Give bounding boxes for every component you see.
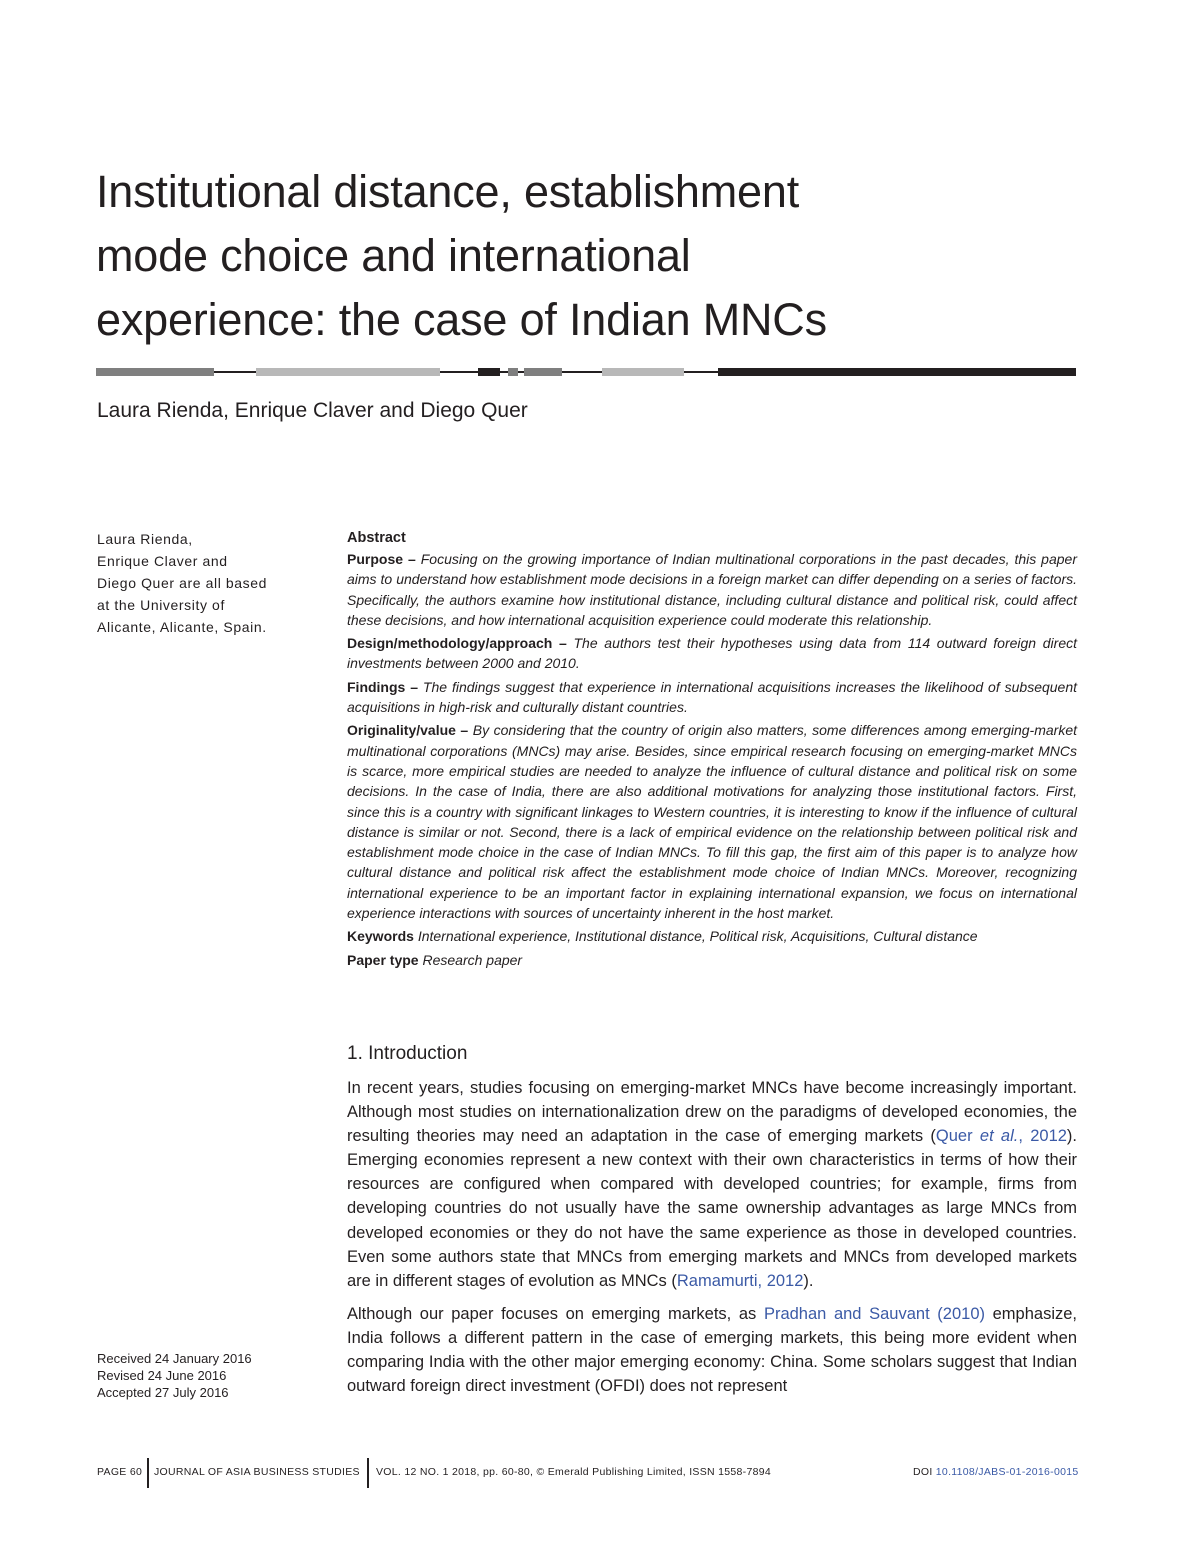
article-title	[96, 160, 1096, 352]
design-label: Design/methodology/approach –	[347, 635, 567, 652]
author-list: Laura Rienda, Enrique Claver and Diego Quer	[97, 399, 528, 422]
originality-text: By considering that the country of origin also matters, some differences among emerging-market multinational corporations (MNCs) may arise. Besides, since empirical research focusing on emerging-market MNCs is scarce, more empirical studies are needed to analyze the influence of cultural distance and political risk on some decisions. In the case of India, there are also additional motivations for analyzing those institutional factors. First, since this is a country with significant linkages to Western countries, it is interesting to know if the influence of cultural distance is similar or not. Second, there is a lack of empirical evidence on the relationship between political risk and establishment mode choice in the case of Indian MNCs. To fill this gap, the first aim of this paper is to analyze how cultural distance and political risk affect the establishment mode choice of Indian MNCs. Moreover, recognizing international experience to be an important factor in explaining international expansion, we focus on international experience interactions with sources of uncertainty inherent in the host market.	[347, 722, 1077, 922]
footer-divider	[367, 1458, 369, 1488]
paper-type-text: Research paper	[422, 951, 523, 968]
intro-paragraph-2	[347, 1302, 1077, 1398]
intro-p2-text-a: Although our paper focuses on emerging markets, as	[347, 1304, 764, 1323]
citation-link-ramamurti-2012[interactable]: Ramamurti, 2012	[676, 1271, 804, 1290]
doi-link[interactable]: 10.1108/JABS-01-2016-0015	[935, 1466, 1079, 1478]
abstract-findings	[347, 677, 1077, 718]
citation-link-pradhan-sauvant-2010[interactable]: Pradhan and Sauvant (2010)	[763, 1304, 985, 1323]
intro-paragraph-1	[347, 1076, 1077, 1293]
intro-p1-text-b: ). Emerging economies represent a new context with their own characteristics in terms of how their resources are configured when compared with developed countries; for example, firms from developing countries do not usually have the same ownership advantages as large MNCs from developed economies or they do not have the same experience as those in developed countries. Even some authors state that MNCs from emerging markets and MNCs from developed markets are in different stages of evolution as MNCs (	[347, 1127, 1078, 1290]
affiliation-line: Diego Quer are all based	[97, 575, 268, 591]
findings-label: Findings –	[347, 678, 419, 695]
rule-segment	[214, 371, 256, 373]
affiliation-line: Enrique Claver and	[97, 553, 228, 569]
rule-segment	[478, 368, 500, 376]
purpose-label: Purpose –	[347, 551, 416, 567]
abstract-heading: Abstract	[347, 530, 406, 546]
abstract-section	[347, 528, 1077, 973]
citation-author: Quer	[935, 1127, 973, 1146]
title-decorative-rule	[96, 366, 1076, 378]
citation-etal: et al.	[979, 1127, 1019, 1146]
title-line: experience: the case of Indian MNCs	[96, 294, 827, 345]
rule-segment	[524, 368, 562, 376]
findings-text: The findings suggest that experience in international acquisitions increases the likelihood of subsequent acquisitions in high-risk and culturally distant countries.	[347, 678, 1078, 716]
article-history	[97, 1350, 307, 1401]
affiliation-line: at the University of	[97, 597, 225, 613]
affiliation-line: Alicante, Alicante, Spain.	[97, 619, 267, 635]
rule-segment	[684, 371, 718, 373]
citation-year: , 2012	[1018, 1127, 1067, 1146]
intro-p1-text-a: In recent years, studies focusing on emerging-market MNCs have become increasingly important. Although most studies on internationalization drew on the paradigms of developed economies, the resulting theories may need an adaptation in the case of emerging markets (	[347, 1079, 1077, 1146]
affiliation-line: Laura Rienda,	[97, 531, 193, 547]
abstract-design	[347, 633, 1077, 674]
intro-p2-text-b: emphasize, India follows a different pattern in the case of emerging markets, this being more evident when comparing India with the other major emerging economy: China. Some scholars suggest that Indian outward foreign direct investment (OFDI) does not represent	[347, 1304, 1077, 1396]
abstract-originality	[347, 720, 1077, 923]
keywords-text: International experience, Institutional distance, Political risk, Acquisitions, Cultural distance	[417, 928, 978, 945]
received-date: Received 24 January 2016	[97, 1351, 252, 1366]
introduction-section	[347, 1041, 1077, 1407]
abstract-purpose	[347, 549, 1077, 630]
revised-date: Revised 24 June 2016	[97, 1368, 227, 1383]
citation-link-quer-2012[interactable]	[936, 1127, 1067, 1145]
title-line: mode choice and international	[96, 230, 691, 281]
abstract-keywords	[347, 926, 1077, 946]
page-number: PAGE 60	[97, 1466, 143, 1478]
abstract-paper-type	[347, 950, 1077, 970]
journal-name: JOURNAL OF ASIA BUSINESS STUDIES	[154, 1466, 360, 1478]
intro-p1-text-c: ).	[803, 1271, 814, 1290]
rule-segment	[718, 368, 1076, 376]
rule-segment	[96, 368, 214, 376]
rule-segment	[440, 371, 478, 373]
volume-info: VOL. 12 NO. 1 2018, pp. 60-80, © Emerald Publishing Limited, ISSN 1558-7894	[376, 1466, 772, 1478]
design-text: The authors test their hypotheses using data from 114 outward foreign direct investments between 2000 and 2010.	[347, 635, 1078, 672]
keywords-label: Keywords	[347, 928, 414, 945]
rule-segment	[508, 368, 518, 376]
doi-label: DOI	[913, 1466, 933, 1478]
doi-block	[913, 1466, 1079, 1478]
rule-segment	[562, 371, 602, 373]
author-affiliation	[97, 528, 307, 638]
title-line: Institutional distance, establishment	[96, 166, 799, 217]
accepted-date: Accepted 27 July 2016	[97, 1385, 229, 1400]
rule-segment	[500, 371, 508, 373]
rule-segment	[256, 368, 440, 376]
originality-label: Originality/value –	[347, 722, 469, 739]
page-footer	[97, 1458, 1087, 1488]
purpose-text: Focusing on the growing importance of Indian multinational corporations in the past decades, this paper aims to understand how establishment mode decisions in a foreign market can differ depending on a series of factors. Specifically, the authors examine how institutional distance, including cultural distance and political risk, could affect these decisions, and how international acquisition experience could moderate this relationship.	[347, 551, 1077, 628]
introduction-heading: 1. Introduction	[347, 1043, 468, 1064]
rule-segment	[602, 368, 684, 376]
paper-type-label: Paper type	[347, 951, 419, 968]
footer-divider	[147, 1458, 149, 1488]
